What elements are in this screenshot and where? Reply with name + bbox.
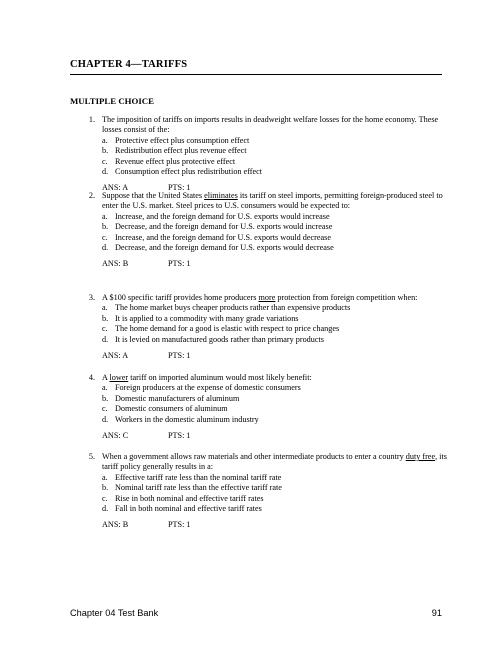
question-stem xyxy=(102,373,450,383)
answer-key: ANS: A xyxy=(102,183,129,193)
stem-text: The imposition of tariffs on imports results in deadweight welfare losses for the home economy. These losses consist of the: xyxy=(102,115,439,135)
question-number: 3. xyxy=(88,293,95,302)
question-number: 5. xyxy=(88,452,95,461)
option-text: Redistribution effect plus revenue effect xyxy=(115,146,247,156)
answer-option xyxy=(102,303,450,313)
stem-text: A xyxy=(102,373,110,382)
answer-option xyxy=(102,157,450,167)
answer-key: ANS: B xyxy=(102,520,129,530)
option-letter: c. xyxy=(102,156,108,166)
points-value: PTS: 1 xyxy=(168,259,191,269)
stem-text: protection from foreign competition when: xyxy=(275,293,418,302)
option-text: Increase, and the foreign demand for U.S. exports would decrease xyxy=(115,232,331,242)
emphasized-word: more xyxy=(258,293,276,302)
option-text: Workers in the domestic aluminum industry xyxy=(115,414,259,424)
stem-text: tariff on imported aluminum would most likely benefit: xyxy=(128,373,312,382)
option-text: It is applied to a commodity with many grade variations xyxy=(115,313,299,323)
answer-option xyxy=(102,415,450,425)
option-letter: b. xyxy=(102,393,109,403)
option-letter: b. xyxy=(102,222,109,232)
option-letter: d. xyxy=(102,334,109,344)
emphasized-word: lower xyxy=(109,373,129,382)
option-letter: a. xyxy=(102,211,108,221)
answer-key: ANS: C xyxy=(102,431,129,441)
option-letter: a. xyxy=(102,303,108,313)
option-letter: d. xyxy=(102,167,109,177)
option-text: Rise in both nominal and effective tariff rates xyxy=(115,493,264,503)
stem-text: A $100 specific tariff provides home producers xyxy=(102,293,259,302)
option-text: Effective tariff rate less than the nominal tariff rate xyxy=(115,472,282,482)
option-letter: d. xyxy=(102,504,109,514)
option-letter: c. xyxy=(102,324,108,334)
title-rule xyxy=(70,74,442,75)
emphasized-word: eliminates xyxy=(204,191,238,200)
answer-option xyxy=(102,212,450,222)
option-text: Domestic consumers of aluminum xyxy=(115,404,228,414)
answer-option xyxy=(102,404,450,414)
option-text: Consumption effect plus redistribution effect xyxy=(115,167,263,177)
answer-option xyxy=(102,473,450,483)
question-item xyxy=(70,115,450,194)
option-letter: d. xyxy=(102,414,109,424)
option-letter: b. xyxy=(102,313,109,323)
question-stem xyxy=(102,115,450,136)
points-value: PTS: 1 xyxy=(168,183,191,193)
answer-option xyxy=(102,394,450,404)
question-number: 2. xyxy=(88,191,95,200)
answer-line xyxy=(102,351,450,361)
option-text: It is levied on manufactured goods rather than primary products xyxy=(115,334,324,344)
footer-chapter-label: Chapter 04 Test Bank xyxy=(70,608,159,618)
stem-text: , its tariff policy generally results in a: xyxy=(102,452,447,472)
question-item xyxy=(70,373,450,441)
option-letter: a. xyxy=(102,472,108,482)
option-text: Revenue effect plus protective effect xyxy=(115,156,236,166)
chapter-title: CHAPTER 4—TARIFFS xyxy=(70,59,188,70)
answer-line xyxy=(102,431,450,441)
answer-option xyxy=(102,243,450,253)
option-text: Fall in both nominal and effective tariff rates xyxy=(115,504,262,514)
stem-text: its tariff on steel imports, permitting foreign-produced steel to enter the U.S. market. Steel prices to U.S. consumers would be expected to: xyxy=(102,191,443,211)
option-letter: a. xyxy=(102,383,108,393)
answer-option xyxy=(102,146,450,156)
option-text: Decrease, and the foreign demand for U.S. exports would decrease xyxy=(115,243,334,253)
answer-option xyxy=(102,233,450,243)
points-value: PTS: 1 xyxy=(168,520,191,530)
answer-option xyxy=(102,483,450,493)
option-letter: c. xyxy=(102,232,108,242)
answer-key: ANS: A xyxy=(102,351,129,361)
question-stem xyxy=(102,191,450,212)
option-letter: b. xyxy=(102,146,109,156)
answer-option xyxy=(102,494,450,504)
stem-text: Suppose that the United States xyxy=(102,191,205,200)
option-text: Nominal tariff rate less than the effective tariff rate xyxy=(115,483,282,493)
answer-option xyxy=(102,324,450,334)
option-letter: b. xyxy=(102,483,109,493)
answer-line xyxy=(102,520,450,530)
answer-option xyxy=(102,383,450,393)
answer-option xyxy=(102,136,450,146)
answer-option xyxy=(102,222,450,232)
answer-key: ANS: B xyxy=(102,259,129,269)
option-text: The home demand for a good is elastic with respect to price changes xyxy=(115,324,340,334)
option-letter: a. xyxy=(102,135,108,145)
page-number: 91 xyxy=(431,608,442,618)
option-text: Increase, and the foreign demand for U.S. exports would increase xyxy=(115,211,330,221)
question-item xyxy=(70,191,450,270)
points-value: PTS: 1 xyxy=(168,351,191,361)
option-text: Domestic manufacturers of aluminum xyxy=(115,393,240,403)
points-value: PTS: 1 xyxy=(168,431,191,441)
option-text: Foreign producers at the expense of domestic consumers xyxy=(115,383,301,393)
option-letter: c. xyxy=(102,404,108,414)
answer-option xyxy=(102,314,450,324)
question-stem xyxy=(102,452,450,473)
answer-option xyxy=(102,335,450,345)
question-number: 1. xyxy=(88,115,95,124)
option-text: Decrease, and the foreign demand for U.S. exports would increase xyxy=(115,222,333,232)
answer-option xyxy=(102,504,450,514)
stem-text: When a government allows raw materials and other intermediate products to enter a country xyxy=(102,452,406,461)
answer-option xyxy=(102,167,450,177)
option-text: Protective effect plus consumption effect xyxy=(115,135,250,145)
question-item xyxy=(70,293,450,361)
question-item xyxy=(70,452,450,531)
question-number: 4. xyxy=(88,373,95,382)
option-letter: c. xyxy=(102,493,108,503)
option-letter: d. xyxy=(102,243,109,253)
section-heading: MULTIPLE CHOICE xyxy=(70,96,154,106)
option-text: The home market buys cheaper products rather than expensive products xyxy=(115,303,351,313)
emphasized-word: duty free xyxy=(405,452,436,461)
question-stem xyxy=(102,293,450,303)
answer-line xyxy=(102,259,450,269)
